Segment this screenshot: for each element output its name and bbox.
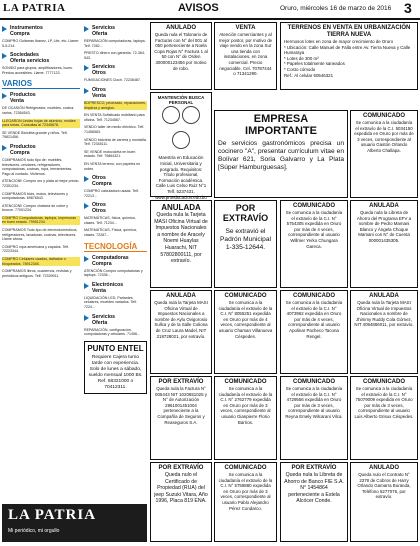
ad-box-anulada: ANULADA Queda nula la Tarjeta MASI Oficina Virtual de Impuestos Nacionales a nombre de Aylu Ovigorosio Sullca y de la Salle Coliona de Cruz Laura Madel, NIT 218728021, por extravío. xyxy=(150,290,212,374)
arrow-icon xyxy=(2,53,7,59)
ad-body: Requiere Cajera turno tarde con experiencia. Solo de lunes a sábado, sueldo mensual 1000 Bs. Ref. 68321000 o 70412311. xyxy=(88,354,143,390)
highlighted-ad: COMPRO Computadoras, laptops, impresoras en buen estado. 79951234. xyxy=(2,216,80,225)
classified-ad: ATENCIÓN Compro computadoras y laptops. 72336... xyxy=(84,268,143,278)
classified-ad: SONIDO para grupos, amplificadores, luces. Precios accesibles. Llame: 7777123. xyxy=(2,66,73,75)
classified-ad: DE OCASIÓN Refrigerador, muebles, cocina, varios. 72364543. xyxy=(2,106,75,115)
ad-box-comunicado: COMUNICADO Se comunica a la ciudadanía el extravío de la C.I. N° 5759880 expedida en Oruro por más de 3 veces, correspondiente al usuario Pablo Alejandro Pérez Condarco. xyxy=(214,462,277,542)
category-heading: Sociedades Oferta servicios xyxy=(2,51,80,65)
arrow-icon xyxy=(2,26,7,32)
classified-ad: LIQUIDACIÓN LED, Parlantes, celulares, muebles variados. Telf. 7224... xyxy=(84,295,138,310)
page-number: 3 xyxy=(404,0,412,16)
ad-box-anulada: ANULADA Queda nula la Libreta de Ahorro del Programa EFV a nombre de Pedro Mamani Blanco y Ángela Choque Mamani con N° de Cuenta 000001435305. xyxy=(350,200,418,288)
classified-ad: EN VENTA Sofisticado mobiliario para oficina. Telf. 71234567. xyxy=(84,113,145,122)
ad-box-comunicado: COMUNICADO Se comunica a la ciudadanía el extravío de la C.I. N° 2762779 expedida en Oruro por más de 3 veces, correspondiente al usuario Gianpierre Florio Barrios. xyxy=(214,376,277,460)
classified-ad: MATEMÁTICAS, Física, química, clases. 72287... xyxy=(84,228,137,238)
ad-box-comunicado: COMUNICADO Se comunica a la ciudadanía el extravío de la C.I. N° 75079009 expedida en Oruro por más de 3 veces, correspondiente al usuario Luis Alberto Grisux Céspedes. xyxy=(350,376,418,460)
university-logos xyxy=(154,105,208,155)
classified-ad: SE VENDE Bicicleta grande y niños. Telf. 79821456. xyxy=(2,130,68,140)
ad-box-anulado: ANULADO Queda nulo el Contrato N° 2378 de Cobros de Harry Orlando Gamarra Buranda, Teléfono 5277076, por extravío. xyxy=(350,462,418,542)
classified-ad: VENDO bicicleta de carrera y montaña. Telf. 72345111. xyxy=(84,137,147,147)
ad-box-comunicado: COMUNICADO Se comunica a la ciudadanía el extravío de la C.I. N° 4729556 expedida en Oruro por más de 3 veces, correspondiente al usuario Reyna Emely Wilcarani Vilca. xyxy=(280,376,348,460)
classified-ad: VENDO taller de medio eléctrico. Telf. 71456563. xyxy=(84,125,145,134)
classified-ad: COMPRAMOS todo tipo de: muebles, televisores, celulares, refrigeradores, computadoras, cocinas, ropa, herramientas. Pago al contado. Visítenos. xyxy=(2,157,73,176)
arrow-icon xyxy=(84,176,89,182)
ad-box-comunicado: COMUNICADO Se comunica a la ciudadanía el extravío de la C.I. N° 5754305 expedida en Oruro por más de 4 veces, correspondiente al usuario Willmer Yerko Chungara Gareca. xyxy=(280,200,348,288)
classified-ad: COMPRO Guitarras Ibanez, LP, Lite, etc. Llame: 5-5-214. xyxy=(2,39,80,48)
classified-ad: REPARACIÓN, configuración, computadoras y celulares. 71456... xyxy=(84,327,140,337)
banner-tagline: Mi periódico, mi orgullo xyxy=(8,528,60,534)
ad-box-university: MANTENCIÓN BUSCA PERSONAL Maestría en Educación Inicial, Universitaria y posgrado. Requisitos: Título profesional, Formación académica. Calle Luis Celso Ruiz N°1 Telf. 5237431. www.proeducacion.edu.bo xyxy=(150,92,212,197)
arrow-icon xyxy=(84,203,89,209)
category-heading: Productos Compra xyxy=(2,143,80,157)
ad-title: PUNTO ENTEL xyxy=(87,343,144,353)
classified-ad: COMPRO ropa americana y zapatos. Telf. 72223344. xyxy=(2,244,70,254)
arrow-icon xyxy=(84,88,89,94)
highlighted-ad: COMPRO Celulares usados, dañados o bloqueados. 78912345. xyxy=(2,257,80,266)
ad-box-anulado: ANULADO Queda nula el Talonario de Facturas con N° del 001 al 050 perteneciente a Noela Copa Rojas N° Factura 1 al 50 con N° de Orden 300000123456 por motivo de robo. xyxy=(150,22,212,90)
punto-entel-ad xyxy=(84,341,147,394)
classifieds-column-2 xyxy=(84,22,147,502)
newspaper-brand: LA PATRIA xyxy=(3,2,66,14)
classified-ad: COMPRO calculadora usada. Telf. 72213... xyxy=(84,189,139,198)
ad-box-anulada: ANULADA Queda nula la Tarjeta MASI Oficina Virtual de Impuestos Nacionales a nombre de Aracely Noemi Huaylas Huarachi, NIT 57802800111, por extravío. xyxy=(150,200,212,288)
classified-ad: FUMIGACIONES Cloch. 72236487. xyxy=(84,78,141,83)
issue-date: Oruro, miércoles 16 de marzo de 2016 xyxy=(280,5,392,12)
university-logo-icon xyxy=(182,106,200,124)
ad-box-extravio: POR EXTRAVÍO Queda nula la Factura N° 005443 NIT 1020651025 y N° de Autorización 2961001451004 perteneciente a la Compañía de Seguros y Reaseguros S.A. xyxy=(150,376,212,460)
classified-ad: REPARACIÓN computadoras, laptops. Telf. 7282... xyxy=(84,39,146,48)
category-heading: Productos Venta xyxy=(2,91,80,105)
ad-box-terrenos: TERRENOS EN VENTA EN URBANIZACIÓN TIERRA NUEVA Hermosos lotes en zona de mayor crecimiento de Oruro * Ubicación: Calle Manuel de Falla entre Av. Tierra Nueva y Calle Humaraya * Lotes de 300 m² * Papeles totalmente saneados * Costo cómodo Ref.: Al celular 60546321 xyxy=(280,22,418,90)
category-heading: Computadoras Compra xyxy=(84,254,147,268)
arrow-icon xyxy=(84,315,89,321)
category-heading: Servicios Oferta xyxy=(84,24,147,38)
category-heading: Otros Compra xyxy=(84,174,147,188)
category-heading: Otros Otros xyxy=(84,201,147,215)
category-heading: Servicios Otros xyxy=(84,63,147,77)
highlighted-ad: LLEGARON Lindas hojas de aluminio, moldes para tortas. Consultas al 72345678. xyxy=(2,119,80,128)
classified-ad: SE VENDE motocicleta en buen estado. Telf. 79864321. xyxy=(84,149,136,159)
classified-ad: PRESTO dinero con garantía. 72-364-543. xyxy=(84,51,146,60)
arrow-icon xyxy=(84,65,89,71)
arrow-icon xyxy=(2,145,7,151)
section-band: VARIOS xyxy=(2,79,80,89)
ad-box-comunicado: COMUNICADO Se comunica a la ciudadanía el extravío de la C.I. 5034150 expedida en Oruro por más de 3 veces, correspondiente al usuario Gastón Orlando Alberto Challapa. xyxy=(350,110,418,198)
category-heading: Servicios Oferta xyxy=(84,313,147,327)
section-band: TECNOLOGÍA xyxy=(84,242,147,252)
university-logo-icon xyxy=(162,106,180,124)
university-logo-icon xyxy=(172,131,190,149)
banner-brand: LA PATRIA xyxy=(8,507,97,523)
arrow-icon xyxy=(84,256,89,262)
classified-ad: EN VENTA terreno, con papeles en orden. xyxy=(84,161,141,171)
section-title: AVISOS xyxy=(178,2,219,14)
arrow-icon xyxy=(84,283,89,289)
ad-box-comunicado: COMUNICADO Se comunica a la ciudadanía el extravío de la C.I. N° 8055251 expedida en Oruro por más de 4 veces, correspondiente al usuario Chaman Villanueva Céspedes. xyxy=(214,290,277,374)
category-heading: Otros Venta xyxy=(84,86,147,100)
highlighted-ad: BOPRESCO, priorizado, reparaciones, limpieza y arreglos. xyxy=(84,100,146,110)
classified-ad: ATENCION!! Compro oro y plata al mejor precio. 72351234. xyxy=(2,179,80,188)
ad-box-comunicado: COMUNICADO Se comunica a la ciudadanía el extravío de la C.I. N° 4073962 expedida en Oruro por más de 4 veces, correspondiente al usuario Apolinar Pacheco Tacona Rengel. xyxy=(280,290,348,374)
classified-ad: ATENCION!! Compro chatarra de cobre y bronce. 77001234. xyxy=(2,203,69,213)
ad-box-venta: VENTA Atención comerciantes y al mejor postor, por motivo de viaje vendo en la zona Sur una tienda con instalaciones, en zona comercial. Precio negociable. Cel. 70787444 o 71341290. xyxy=(214,22,277,90)
classifieds-column-1 xyxy=(2,22,80,542)
classified-ad: COMPRAMOS bicis, motos, televisores y computadoras. 69876543. xyxy=(2,191,68,201)
page-header xyxy=(0,0,420,20)
category-heading: Electrónicos Venta xyxy=(84,281,147,295)
ad-box-extravio: POR EXTRAVÍO Se extravió el Padrón Municipal 1-335-12644. xyxy=(214,200,277,288)
la-patria-banner xyxy=(2,504,147,542)
ad-box-empresa: EMPRESA IMPORTANTE De servicios gastronómicos precisa un cocinero "A", presentar currículum vitae en Bolívar 621, Soria Galvarro y La Plata [Súper Hamburguesas]. xyxy=(214,110,348,198)
arrow-icon xyxy=(2,93,7,99)
ad-box-anulada: ANULADA Queda nula la Tarjeta MASI Oficina Virtual de Impuestos Nacionales a nombre de Jhimmy Ruddy Cola Gómez, NIT 4094866011, por extravío. xyxy=(350,290,418,374)
arrow-icon xyxy=(84,26,89,32)
classified-ad: COMPRAMOS Todo tipo de electrodomésticos, refrigeradores, lavadoras, cocinas, televisores. Llame ahora. xyxy=(2,228,78,242)
classified-ad: MATEMÁTICAS, física, química, clases. Telf. 71234... xyxy=(84,216,136,225)
category-heading: Instrumentos Compra xyxy=(2,24,80,38)
classified-ad: COMPRAMOS libros, cuadernos, revistas y periódicos antiguos. Telf. 72339911. xyxy=(2,269,72,278)
ad-box-extravio: POR EXTRAVÍO Queda nula la Libreta de Ahorro de Banco FIE S.A. N° 1454864 perteneciente a Estela Alcócer Conde. xyxy=(280,462,348,542)
ad-box-extravio: POR EXTRAVÍO Queda nulo el Certificado de Propiedad (RUA) del jeep Suzuki Vitara, Año 1996, Placa 819 ENA. xyxy=(150,462,212,542)
